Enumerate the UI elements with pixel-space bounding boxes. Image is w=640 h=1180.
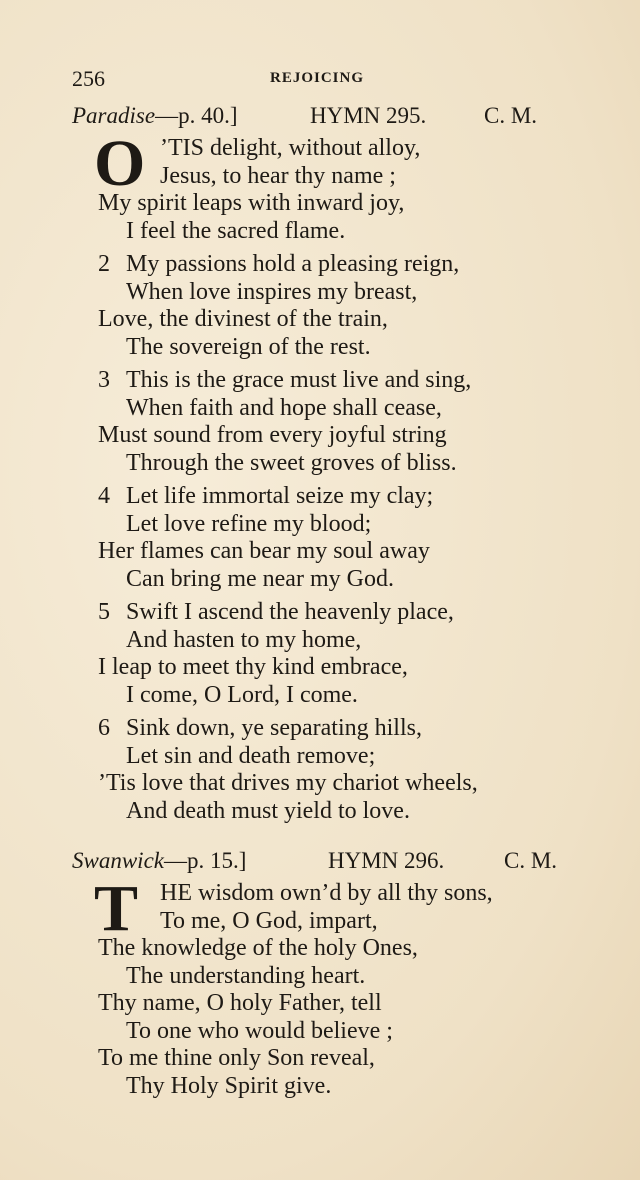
verse-line: I leap to meet thy kind embrace, bbox=[98, 654, 408, 680]
verse-line: The understanding heart. bbox=[126, 962, 366, 989]
drop-cap: T bbox=[94, 872, 139, 945]
stanza-3 bbox=[72, 367, 577, 477]
stanza-number: 2 bbox=[98, 251, 110, 277]
tune-name: Paradise bbox=[72, 103, 156, 128]
drop-cap: O bbox=[94, 127, 146, 200]
verse-line: Jesus, to hear thy name ; bbox=[160, 162, 396, 189]
hymn-number: HYMN 295. bbox=[310, 103, 427, 128]
verse-line: My spirit leaps with inward joy, bbox=[98, 190, 405, 216]
verse-line: Swift I ascend the heavenly place, bbox=[126, 599, 454, 625]
verse-line: Can bring me near my God. bbox=[126, 565, 394, 592]
stanza-6 bbox=[72, 715, 577, 825]
verse-line: I feel the sacred flame. bbox=[126, 217, 346, 244]
stanza-4 bbox=[72, 483, 577, 593]
verse-line: Love, the divinest of the train, bbox=[98, 306, 388, 332]
verse-line: To me, O God, impart, bbox=[160, 907, 378, 934]
verse-line: Let love refine my blood; bbox=[126, 510, 372, 537]
stanza-1 bbox=[72, 872, 577, 1100]
verse-line: When love inspires my breast, bbox=[126, 278, 418, 305]
verse-line: To one who would believe ; bbox=[126, 1017, 393, 1044]
stanza-5 bbox=[72, 599, 577, 709]
verse-line: Thy Holy Spirit give. bbox=[126, 1072, 332, 1099]
verse-line: And death must yield to love. bbox=[126, 797, 410, 824]
verse-line: I come, O Lord, I come. bbox=[126, 681, 358, 708]
verse-line: The sovereign of the rest. bbox=[126, 333, 371, 360]
verse-line: ’Tis love that drives my chariot wheels, bbox=[98, 770, 478, 796]
verse-line: And hasten to my home, bbox=[126, 626, 362, 653]
verse-line: Let sin and death remove; bbox=[126, 742, 376, 769]
verse-line: Sink down, ye separating hills, bbox=[126, 715, 422, 741]
verse-line: This is the grace must live and sing, bbox=[126, 367, 472, 393]
tune-name: Swanwick bbox=[72, 848, 164, 873]
stanza-number: 3 bbox=[98, 367, 110, 393]
hymn-number: HYMN 296. bbox=[328, 848, 445, 873]
stanza-2 bbox=[72, 251, 577, 361]
verse-line: Her flames can bear my soul away bbox=[98, 538, 430, 564]
stanza-1 bbox=[72, 127, 577, 245]
stanza-number: 5 bbox=[98, 599, 110, 625]
hymn-295 bbox=[72, 103, 577, 831]
verse-line: The knowledge of the holy Ones, bbox=[98, 935, 418, 961]
running-head: REJOICING bbox=[269, 70, 364, 86]
page-number: 256 bbox=[72, 66, 105, 91]
tune-reference: —p. 15.] bbox=[164, 848, 247, 873]
verse-line: Must sound from every joyful string bbox=[98, 422, 447, 448]
verse-line: ’TIS delight, without alloy, bbox=[160, 135, 421, 161]
hymn-heading bbox=[72, 848, 577, 880]
verse-line: Through the sweet groves of bliss. bbox=[126, 449, 457, 476]
verse-line: When faith and hope shall cease, bbox=[126, 394, 442, 421]
tune-reference: —p. 40.] bbox=[155, 103, 238, 128]
page-header bbox=[72, 66, 562, 96]
verse-line: My passions hold a pleasing reign, bbox=[126, 251, 460, 277]
hymn-meter: C. M. bbox=[484, 103, 538, 128]
verse-line: Thy name, O holy Father, tell bbox=[98, 990, 382, 1016]
verse-line: HE wisdom own’d by all thy sons, bbox=[160, 880, 493, 906]
hymn-meter: C. M. bbox=[504, 848, 558, 873]
stanza-number: 4 bbox=[98, 483, 110, 509]
verse-line: Let life immortal seize my clay; bbox=[126, 483, 434, 509]
hymn-heading bbox=[72, 103, 577, 135]
verse-line: To me thine only Son reveal, bbox=[98, 1045, 375, 1071]
hymn-296 bbox=[72, 848, 577, 1106]
stanza-number: 6 bbox=[98, 715, 110, 741]
